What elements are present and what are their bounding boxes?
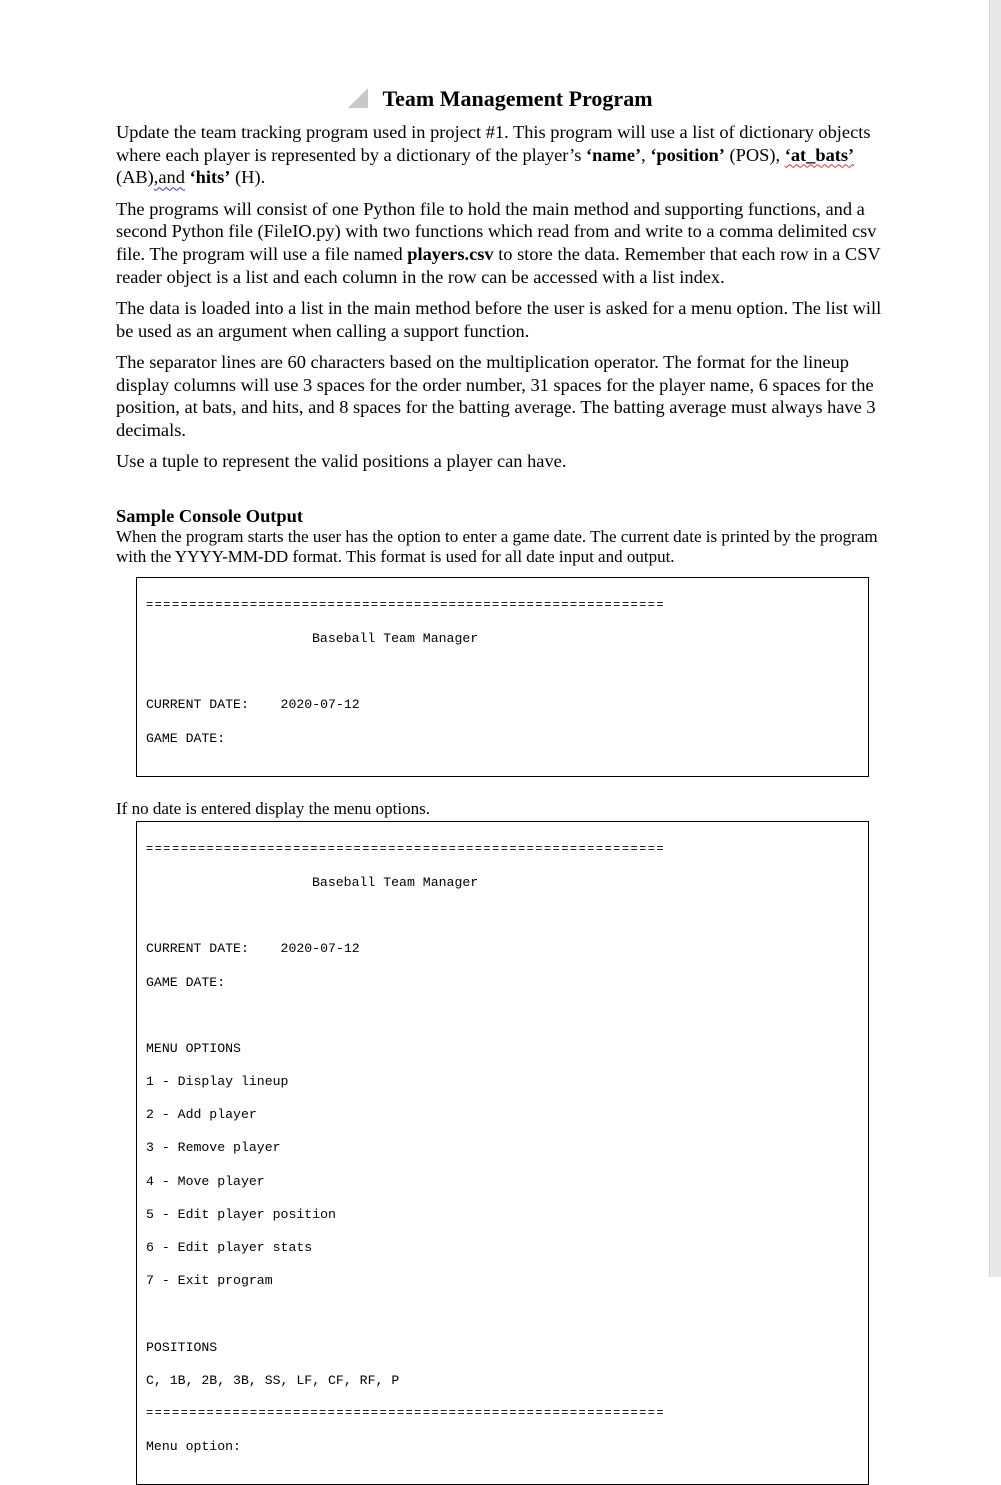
console-output-2 bbox=[136, 821, 869, 1485]
section-heading: Sample Console Output bbox=[116, 505, 304, 526]
separator-line: ============================================================ bbox=[146, 844, 666, 855]
section-description: When the program starts the user has the option to enter a game date. The current date is printed by the program with the YYYY-MM-DD format. This format is used for all date input and output. bbox=[116, 526, 878, 566]
text: players.csv bbox=[407, 244, 494, 265]
text: The programs will consist of one Python file to hold the main method and supporting functions, and a second Python file (FileIO.py) with two functions which read from and write to a comma delimited csv file. The program will use a file named bbox=[116, 198, 877, 265]
positions-heading: POSITIONS bbox=[146, 1339, 218, 1355]
menu-item: 1 - Display lineup bbox=[146, 1074, 289, 1090]
sample-section bbox=[116, 505, 891, 567]
console-title: Baseball Team Manager bbox=[312, 874, 479, 890]
text: Update the team tracking program used in project #1. This program will use a list of dictionary objects where each player is represented by a dictionary of the player’s bbox=[116, 122, 871, 165]
text: (H). bbox=[230, 167, 266, 188]
paragraph-1 bbox=[116, 121, 891, 189]
text: ‘name’ bbox=[585, 144, 642, 165]
menu-item: 7 - Exit program bbox=[146, 1273, 273, 1289]
game-date: GAME DATE: bbox=[146, 974, 226, 990]
text: to store the data. Remember that each row in a CSV reader object is a list and each column in the row can be accessed with a list index. bbox=[116, 244, 881, 287]
current-date: CURRENT DATE: 2020-07-12 bbox=[146, 697, 360, 713]
spelling-error-text: ‘at_bats’ bbox=[784, 144, 855, 165]
current-date: CURRENT DATE: 2020-07-12 bbox=[146, 941, 360, 957]
page-title bbox=[0, 86, 1001, 112]
text: , bbox=[641, 144, 651, 165]
game-date: GAME DATE: bbox=[146, 730, 226, 746]
positions-list: C, 1B, 2B, 3B, SS, LF, CF, RF, P bbox=[146, 1372, 400, 1388]
document-body bbox=[116, 121, 891, 473]
menu-item: 4 - Move player bbox=[146, 1173, 265, 1189]
paragraph-5: Use a tuple to represent the valid positions a player can have. bbox=[116, 451, 567, 472]
menu-item: 3 - Remove player bbox=[146, 1140, 281, 1156]
paragraph-3: The data is loaded into a list in the main method before the user is asked for a menu option. The list will be used as an argument when calling a support function. bbox=[116, 297, 882, 341]
menu-heading: MENU OPTIONS bbox=[146, 1040, 241, 1056]
text: ‘hits’ bbox=[189, 167, 231, 188]
separator-line: ============================================================ bbox=[146, 600, 666, 611]
title-text: Team Management Program bbox=[382, 86, 653, 111]
menu-prompt: Menu option: bbox=[146, 1438, 241, 1454]
collapse-triangle-icon[interactable] bbox=[348, 88, 368, 108]
no-date-text: If no date is entered display the menu options. bbox=[116, 798, 430, 818]
text: (POS), bbox=[724, 144, 785, 165]
paragraph-2 bbox=[116, 198, 891, 289]
menu-item: 2 - Add player bbox=[146, 1107, 257, 1123]
menu-item: 6 - Edit player stats bbox=[146, 1240, 313, 1256]
console-title: Baseball Team Manager bbox=[312, 631, 479, 647]
separator-line: ============================================================ bbox=[146, 1407, 666, 1418]
text: (AB) bbox=[116, 167, 154, 188]
console-output-1 bbox=[136, 577, 869, 777]
grammar-error-text: ,and bbox=[153, 167, 185, 188]
menu-item: 5 - Edit player position bbox=[146, 1206, 336, 1222]
paragraph-4: The separator lines are 60 characters based on the multiplication operator. The format for the lineup display columns will use 3 spaces for the order number, 31 spaces for the player name, 6 spaces for the position, at bats, and hits, and 8 spaces for the batting average. The batting average must always have 3 decimals. bbox=[116, 351, 876, 440]
text: ‘position’ bbox=[650, 144, 725, 165]
